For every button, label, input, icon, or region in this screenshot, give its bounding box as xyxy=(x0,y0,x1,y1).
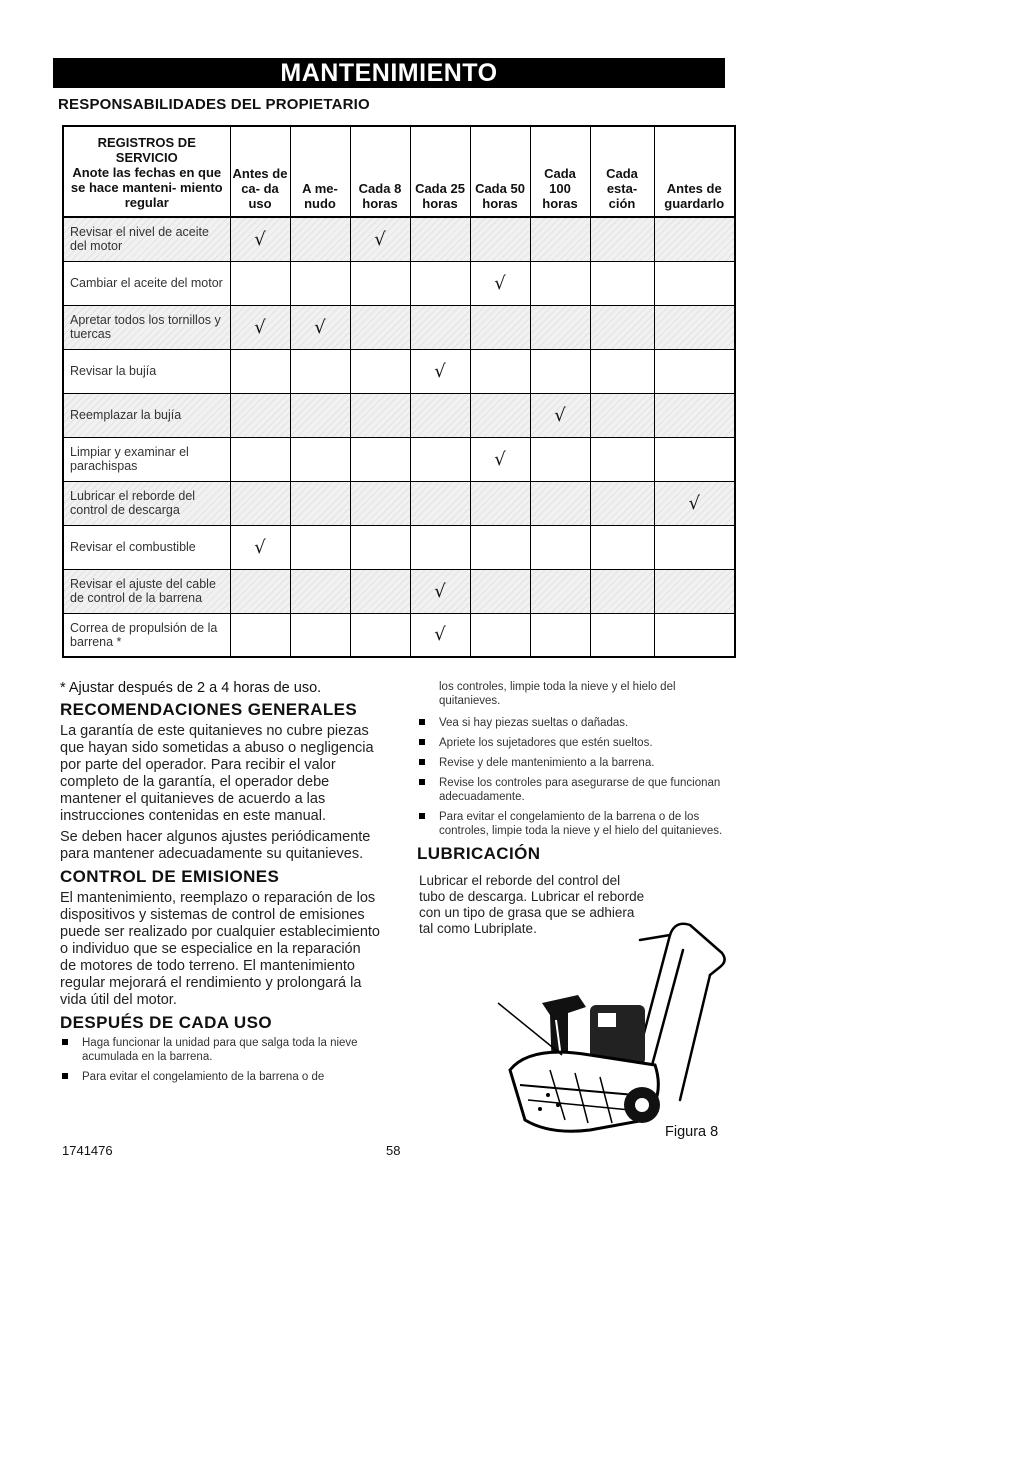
interval-cell xyxy=(470,305,530,349)
check-mark-icon: √ xyxy=(688,492,700,514)
header-col: Cada 25 horas xyxy=(410,126,470,217)
task-cell: Cambiar el aceite del motor xyxy=(63,261,230,305)
interval-cell xyxy=(350,437,410,481)
header-registros: REGISTROS DE SERVICIO xyxy=(97,135,196,165)
left-column xyxy=(60,680,380,1090)
interval-cell xyxy=(350,525,410,569)
table-row xyxy=(63,569,735,613)
interval-cell xyxy=(350,613,410,657)
interval-cell xyxy=(350,393,410,437)
interval-cell xyxy=(230,437,290,481)
interval-cell xyxy=(654,525,735,569)
recommendations-title: RECOMENDACIONES GENERALES xyxy=(60,700,358,719)
check-mark-icon: √ xyxy=(434,580,446,602)
table-row xyxy=(63,481,735,525)
header-col: Antes de ca- da uso xyxy=(230,126,290,217)
document-number: 1741476 xyxy=(62,1143,113,1158)
task-cell: Revisar el nivel de aceite del motor xyxy=(63,217,230,261)
check-mark-icon: √ xyxy=(494,272,506,294)
interval-cell xyxy=(350,305,410,349)
header-col: Cada 100 horas xyxy=(530,126,590,217)
table-row xyxy=(63,305,735,349)
interval-cell xyxy=(410,217,470,261)
interval-cell xyxy=(410,525,470,569)
interval-cell xyxy=(350,349,410,393)
task-cell: Revisar la bujía xyxy=(63,349,230,393)
check-mark-icon: √ xyxy=(314,316,326,338)
table-row xyxy=(63,525,735,569)
lubrication-title: LUBRICACIÓN xyxy=(417,844,541,863)
interval-cell xyxy=(290,349,350,393)
footnote: * Ajustar después de 2 a 4 horas de uso. xyxy=(60,680,322,696)
figure-label: Figura 8 xyxy=(665,1124,719,1140)
interval-cell xyxy=(230,393,290,437)
interval-cell xyxy=(590,569,654,613)
interval-cell xyxy=(350,569,410,613)
interval-cell xyxy=(654,613,735,657)
interval-cell xyxy=(290,613,350,657)
header-service-records xyxy=(63,126,230,217)
interval-cell xyxy=(590,437,654,481)
recommendations-paragraph-2: Se deben hacer algunos ajustes periódicamente para mantener adecuadamente su quitanieves. xyxy=(60,829,371,862)
page-banner: MANTENIMIENTO xyxy=(53,58,725,88)
interval-cell xyxy=(590,393,654,437)
list-item: Revise los controles para asegurarse de que funcionan adecuadamente. xyxy=(417,776,735,804)
interval-cell xyxy=(530,217,590,261)
interval-cell xyxy=(470,393,530,437)
interval-cell xyxy=(654,393,735,437)
table-row xyxy=(63,261,735,305)
check-mark-icon: √ xyxy=(254,316,266,338)
interval-cell xyxy=(530,305,590,349)
check-mark-icon: √ xyxy=(434,624,446,646)
interval-cell xyxy=(410,261,470,305)
list-continuation: los controles, limpie toda la nieve y el hielo del quitanieves. xyxy=(439,681,676,707)
interval-cell xyxy=(530,613,590,657)
interval-cell xyxy=(470,525,530,569)
header-anote: Anote las fechas en que se hace manteni- miento regular xyxy=(70,165,223,210)
after-use-list xyxy=(60,1036,380,1084)
interval-cell xyxy=(290,393,350,437)
table-body xyxy=(63,217,735,657)
interval-cell xyxy=(470,349,530,393)
interval-cell xyxy=(530,349,590,393)
snowthrower-illustration xyxy=(470,895,740,1160)
after-use-list-continued xyxy=(417,716,735,838)
list-item: Vea si hay piezas sueltas o dañadas. xyxy=(417,716,735,730)
interval-cell xyxy=(290,217,350,261)
emissions-paragraph: El mantenimiento, reemplazo o reparación de los dispositivos y sistemas de control de emisiones puede ser realizado por cualquier establecimiento o individuo que se especialice en la reparación de motores de todo terreno. El mantenimiento regular mejorará el rendimiento y prolongará la vida útil del motor. xyxy=(60,890,380,1008)
table-row xyxy=(63,437,735,481)
interval-cell xyxy=(350,261,410,305)
list-item: Haga funcionar la unidad para que salga toda la nieve acumulada en la barrena. xyxy=(60,1036,380,1064)
check-mark-icon: √ xyxy=(254,536,266,558)
list-item: Apriete los sujetadores que estén sueltos. xyxy=(417,736,735,750)
interval-cell xyxy=(590,217,654,261)
interval-cell xyxy=(230,305,290,349)
interval-cell xyxy=(410,569,470,613)
interval-cell xyxy=(530,437,590,481)
header-col: Cada 8 horas xyxy=(350,126,410,217)
interval-cell xyxy=(410,393,470,437)
recommendations-paragraph-1: La garantía de este quitanieves no cubre piezas que hayan sido sometidas a abuso o negligencia por parte del operador. Para recibir el valor completo de la garantía, el operador debe mantener el quitanieves de acuerdo a las instrucciones contenidas en este manual. xyxy=(60,723,374,824)
interval-cell xyxy=(654,217,735,261)
interval-cell xyxy=(230,569,290,613)
interval-cell xyxy=(230,525,290,569)
interval-cell xyxy=(470,569,530,613)
check-mark-icon: √ xyxy=(554,404,566,426)
interval-cell xyxy=(530,481,590,525)
interval-cell xyxy=(290,305,350,349)
interval-cell xyxy=(470,217,530,261)
interval-cell xyxy=(530,393,590,437)
table-row xyxy=(63,349,735,393)
interval-cell xyxy=(590,349,654,393)
task-cell: Limpiar y examinar el parachispas xyxy=(63,437,230,481)
list-item: Revise y dele mantenimiento a la barrena. xyxy=(417,756,735,770)
task-cell: Revisar el ajuste del cable de control de la barrena xyxy=(63,569,230,613)
check-mark-icon: √ xyxy=(494,448,506,470)
interval-cell xyxy=(410,481,470,525)
interval-cell xyxy=(530,525,590,569)
emissions-title: CONTROL DE EMISIONES xyxy=(60,867,280,886)
interval-cell xyxy=(530,261,590,305)
check-mark-icon: √ xyxy=(434,360,446,382)
interval-cell xyxy=(590,305,654,349)
interval-cell xyxy=(470,437,530,481)
table-header-row xyxy=(63,126,735,217)
interval-cell xyxy=(350,481,410,525)
header-col: Cada 50 horas xyxy=(470,126,530,217)
task-cell: Revisar el combustible xyxy=(63,525,230,569)
interval-cell xyxy=(290,569,350,613)
interval-cell xyxy=(230,481,290,525)
interval-cell xyxy=(654,349,735,393)
page-number: 58 xyxy=(386,1143,401,1158)
task-cell: Apretar todos los tornillos y tuercas xyxy=(63,305,230,349)
interval-cell xyxy=(530,569,590,613)
interval-cell xyxy=(590,525,654,569)
interval-cell xyxy=(654,261,735,305)
owner-responsibilities-heading: RESPONSABILIDADES DEL PROPIETARIO xyxy=(58,96,370,113)
interval-cell xyxy=(290,481,350,525)
interval-cell xyxy=(470,613,530,657)
interval-cell xyxy=(290,525,350,569)
interval-cell xyxy=(230,349,290,393)
table-row xyxy=(63,217,735,261)
interval-cell xyxy=(230,217,290,261)
interval-cell xyxy=(230,261,290,305)
interval-cell xyxy=(290,261,350,305)
interval-cell xyxy=(470,261,530,305)
interval-cell xyxy=(590,481,654,525)
interval-cell xyxy=(350,217,410,261)
after-each-use-title: DESPUÉS DE CADA USO xyxy=(60,1013,272,1032)
check-mark-icon: √ xyxy=(254,228,266,250)
list-item: Para evitar el congelamiento de la barrena o de xyxy=(60,1070,380,1084)
interval-cell xyxy=(410,437,470,481)
interval-cell xyxy=(230,613,290,657)
maintenance-schedule-table xyxy=(62,125,736,658)
interval-cell xyxy=(654,481,735,525)
interval-cell xyxy=(290,437,350,481)
task-cell: Lubricar el reborde del control de descarga xyxy=(63,481,230,525)
task-cell: Reemplazar la bujía xyxy=(63,393,230,437)
interval-cell xyxy=(590,261,654,305)
lubrication-text: Lubricar el reborde del control del tubo de descarga. Lubricar el reborde con un tipo de grasa que se adhiera tal como Lubriplate. xyxy=(419,873,645,936)
list-item: Para evitar el congelamiento de la barrena o de los controles, limpie toda la nieve y el hielo del quitanieves. xyxy=(417,810,735,838)
table-row xyxy=(63,613,735,657)
header-col: A me- nudo xyxy=(290,126,350,217)
check-mark-icon: √ xyxy=(374,228,386,250)
interval-cell xyxy=(410,305,470,349)
table-row xyxy=(63,393,735,437)
interval-cell xyxy=(590,613,654,657)
interval-cell xyxy=(410,613,470,657)
task-cell: Correa de propulsión de la barrena * xyxy=(63,613,230,657)
header-col: Cada esta- ción xyxy=(590,126,654,217)
interval-cell xyxy=(654,305,735,349)
interval-cell xyxy=(470,481,530,525)
interval-cell xyxy=(654,569,735,613)
interval-cell xyxy=(654,437,735,481)
interval-cell xyxy=(410,349,470,393)
header-col: Antes de guardarlo xyxy=(654,126,735,217)
